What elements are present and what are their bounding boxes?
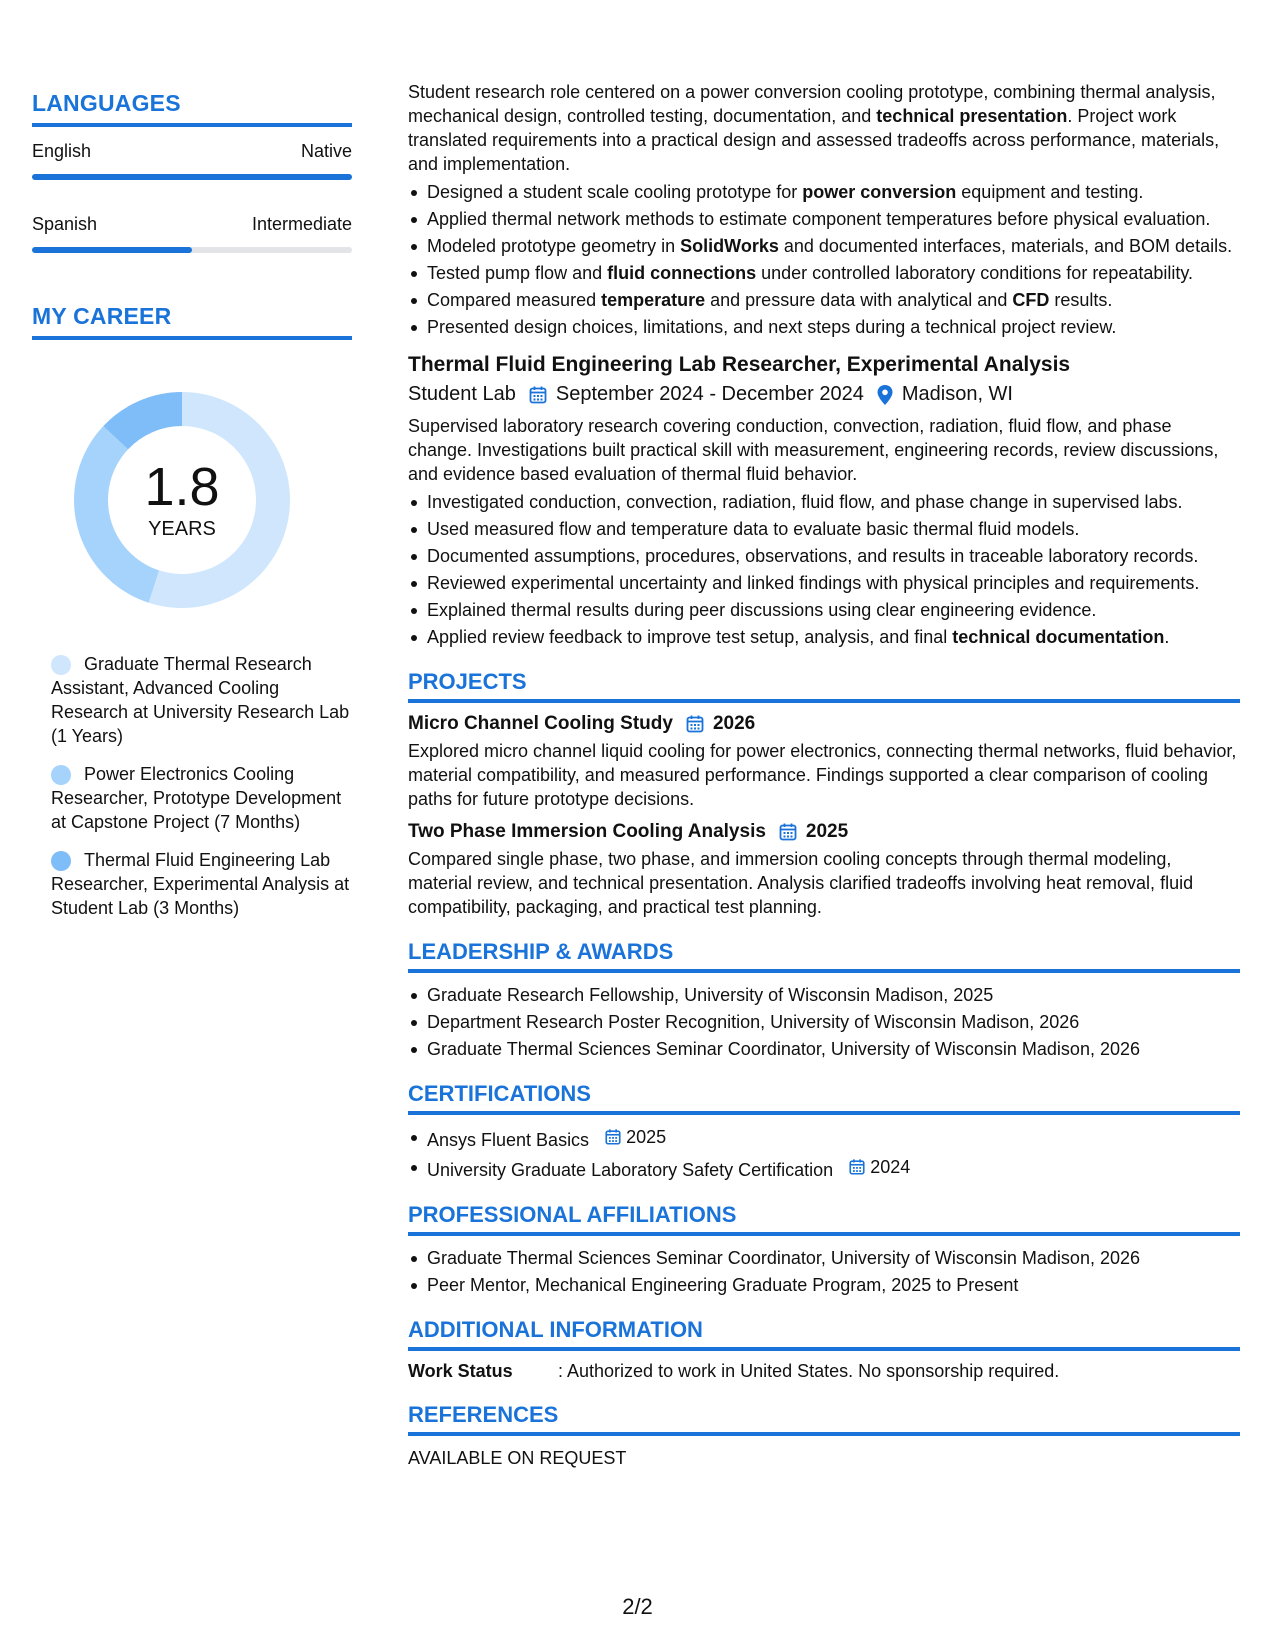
- career-legend-dot: [51, 851, 71, 871]
- list-item: Compared measured temperature and pressure data with analytical and CFD results.: [408, 288, 1240, 312]
- career-item: [51, 652, 352, 748]
- main-content: [408, 80, 1240, 1470]
- list-item: Graduate Thermal Sciences Seminar Coordinator, University of Wisconsin Madison, 2026: [408, 1246, 1240, 1270]
- list-item: Used measured flow and temperature data to evaluate basic thermal fluid models.: [408, 517, 1240, 541]
- certification-name: University Graduate Laboratory Safety Certification: [427, 1160, 834, 1180]
- affiliations-heading: PROFESSIONAL AFFILIATIONS: [408, 1202, 1240, 1236]
- page-number: 2/2: [622, 1594, 653, 1619]
- leadership-heading: LEADERSHIP & AWARDS: [408, 939, 1240, 973]
- project-year: 2025: [805, 821, 849, 842]
- list-item: Explained thermal results during peer discussions using clear engineering evidence.: [408, 598, 1240, 622]
- sidebar: [32, 90, 352, 934]
- language-proficiency-bar: [32, 247, 352, 253]
- career-item-text: Power Electronics Cooling Researcher, Prototype Development at Capstone Project (7 Months): [51, 764, 342, 832]
- career-total-unit: YEARS: [148, 517, 216, 540]
- list-item: Investigated conduction, convection, radiation, fluid flow, and phase change in supervised labs.: [408, 490, 1240, 514]
- intro-text: Student research role centered on a power conversion cooling prototype, combining thermal analysis, mechanical design, controlled testing, documentation, and: [408, 82, 1216, 126]
- career-legend-dot: [51, 765, 71, 785]
- job-location: Madison, WI: [901, 383, 1013, 405]
- list-item: Presented design choices, limitations, and next steps during a technical project review.: [408, 315, 1240, 339]
- intro-bullets: [408, 180, 1240, 339]
- calendar-icon: [528, 385, 548, 405]
- language-name: Spanish: [32, 214, 98, 234]
- career-donut-chart: [66, 384, 298, 616]
- list-item: Applied thermal network methods to estimate component temperatures before physical evaluation.: [408, 207, 1240, 231]
- language-item: [32, 214, 352, 253]
- project-description: Explored micro channel liquid cooling for power electronics, connecting thermal networks, fluid behavior, material compatibility, and measured performance. Findings supported a clear comparison of cooling paths for future prototype decisions.: [408, 741, 1237, 809]
- list-item: [408, 1155, 1240, 1182]
- language-proficiency-fill: [32, 174, 352, 180]
- project-title: Micro Channel Cooling Study: [408, 713, 673, 734]
- list-item: Reviewed experimental uncertainty and linked findings with physical principles and requirements.: [408, 571, 1240, 595]
- intro-bold: technical presentation: [876, 106, 1068, 126]
- calendar-icon: [778, 822, 798, 842]
- job-title: Thermal Fluid Engineering Lab Researcher, Experimental Analysis: [408, 353, 1071, 376]
- list-item: Department Research Poster Recognition, University of Wisconsin Madison, 2026: [408, 1010, 1240, 1034]
- list-item: Graduate Thermal Sciences Seminar Coordinator, University of Wisconsin Madison, 2026: [408, 1037, 1240, 1061]
- career-item: [51, 762, 352, 834]
- affiliations-list: [408, 1246, 1240, 1297]
- language-proficiency-bar: [32, 174, 352, 180]
- list-item: Applied review feedback to improve test setup, analysis, and final technical documentation.: [408, 625, 1240, 649]
- list-item: Tested pump flow and fluid connections under controlled laboratory conditions for repeatability.: [408, 261, 1240, 285]
- career-legend-dot: [51, 655, 71, 675]
- list-item: [408, 1125, 1240, 1152]
- calendar-icon: [848, 1158, 866, 1176]
- projects-heading: PROJECTS: [408, 669, 1240, 703]
- career-item-text: Thermal Fluid Engineering Lab Researcher, Experimental Analysis at Student Lab (3 Months): [51, 850, 350, 918]
- additional-info-heading: ADDITIONAL INFORMATION: [408, 1317, 1240, 1351]
- map-pin-icon: [876, 384, 894, 406]
- intro-text: . Project work translated requirements into a practical design and assessed tradeoffs across performance, materials, and implementation.: [408, 106, 1220, 174]
- language-proficiency-fill: [32, 247, 192, 253]
- references-text: AVAILABLE ON REQUEST: [408, 1448, 627, 1468]
- references-heading: REFERENCES: [408, 1402, 1240, 1436]
- career-item: [51, 848, 352, 920]
- list-item: Designed a student scale cooling prototype for power conversion equipment and testing.: [408, 180, 1240, 204]
- job-summary: Supervised laboratory research covering conduction, convection, radiation, fluid flow, and phase change. Investigations built practical skill with measurement, engineering records, review discussions, and evidence based evaluation of thermal fluid behavior.: [408, 416, 1219, 484]
- language-level: Native: [300, 141, 352, 161]
- work-status-row: [408, 1361, 1240, 1382]
- project-item: [408, 713, 1240, 811]
- leadership-list: [408, 983, 1240, 1061]
- job-company: Student Lab: [408, 383, 516, 405]
- calendar-icon: [685, 714, 705, 734]
- intro-paragraph: [408, 80, 1240, 176]
- language-level: Intermediate: [251, 214, 352, 234]
- certifications-list: [408, 1125, 1240, 1182]
- career-total-years: 1.8: [144, 456, 220, 517]
- list-item: Documented assumptions, procedures, observations, and results in traceable laboratory records.: [408, 544, 1240, 568]
- languages-list: [32, 141, 352, 253]
- project-title: Two Phase Immersion Cooling Analysis: [408, 821, 766, 842]
- project-item: [408, 821, 1240, 919]
- certification-year: 2024: [870, 1157, 911, 1177]
- certifications-heading: CERTIFICATIONS: [408, 1081, 1240, 1115]
- work-status-value: : Authorized to work in United States. No sponsorship required.: [558, 1361, 1060, 1381]
- career-list: [32, 652, 352, 920]
- career-donut-center: [66, 384, 298, 616]
- job-dates: September 2024 - December 2024: [555, 383, 864, 405]
- list-item: Graduate Research Fellowship, University of Wisconsin Madison, 2025: [408, 983, 1240, 1007]
- languages-heading: LANGUAGES: [32, 90, 352, 127]
- job-bullets: [408, 490, 1240, 649]
- project-description: Compared single phase, two phase, and immersion cooling concepts through thermal modeling, material review, and technical presentation. Analysis clarified tradeoffs involving heat removal, fluid compatibility, packaging, and practical test planning.: [408, 849, 1194, 917]
- career-heading: MY CAREER: [32, 303, 352, 340]
- language-name: English: [32, 141, 92, 161]
- project-year: 2026: [712, 713, 756, 734]
- calendar-icon: [604, 1128, 622, 1146]
- list-item: Peer Mentor, Mechanical Engineering Graduate Program, 2025 to Present: [408, 1273, 1240, 1297]
- career-item-text: Graduate Thermal Research Assistant, Advanced Cooling Research at University Research Lab (1 Years): [51, 654, 350, 746]
- work-status-label: Work Status: [408, 1361, 513, 1381]
- certification-name: Ansys Fluent Basics: [427, 1130, 590, 1150]
- job-meta: [408, 383, 1240, 406]
- language-item: [32, 141, 352, 180]
- list-item: Modeled prototype geometry in SolidWorks and documented interfaces, materials, and BOM details.: [408, 234, 1240, 258]
- certification-year: 2025: [626, 1127, 667, 1147]
